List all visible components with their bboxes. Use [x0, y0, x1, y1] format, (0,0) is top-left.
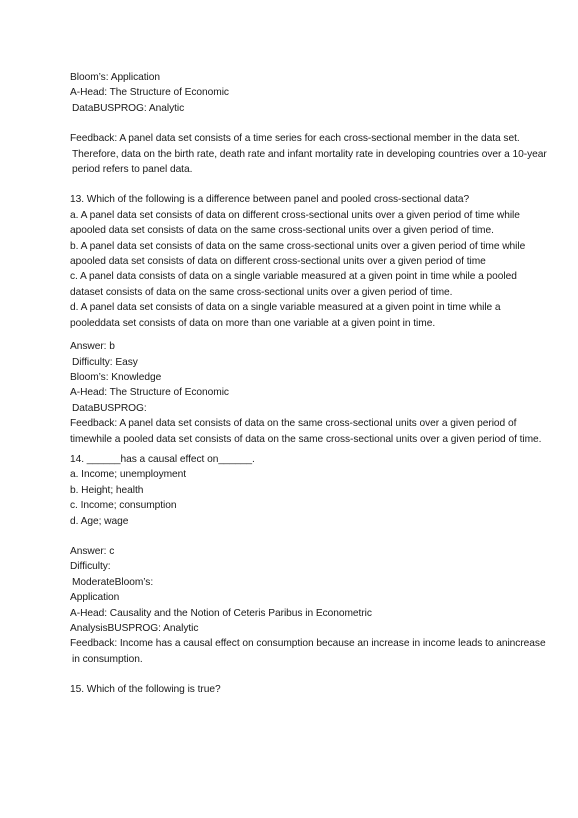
option-line: c. A panel data consists of data on a single variable measured at a given point in time while a pooled — [70, 271, 517, 283]
option-line: pooleddata set consists of data on more than one variable at a given point in time. — [70, 317, 436, 329]
answer-line: Answer: b — [70, 341, 115, 353]
question-14: 14. ______has a causal effect on______. — [70, 453, 255, 465]
ahead-line: A-Head: Causality and the Notion of Ceteris Paribus in Econometric — [70, 607, 372, 619]
feedback-line: Feedback: Income has a causal effect on consumption because an increase in income leads to anincrease — [70, 638, 546, 650]
data-line: DataBUSPROG: — [72, 402, 147, 414]
feedback-line: Therefore, data on the birth rate, death rate and infant mortality rate in developing countries over a 10-year — [72, 148, 547, 160]
option-line: b. Height; health — [70, 484, 144, 496]
data-line: DataBUSPROG: Analytic — [72, 102, 185, 114]
application-line: Application — [70, 592, 120, 604]
option-line: b. A panel data set consists of data on the same cross-sectional units over a given period of time while — [70, 240, 526, 252]
feedback-line: timewhile a pooled data set consists of data on the same cross-sectional units over a given period of time. — [70, 433, 542, 445]
ahead-line: A-Head: The Structure of Economic — [70, 387, 229, 399]
option-line: a. Income; unemployment — [70, 469, 187, 481]
option-line: d. Age; wage — [70, 515, 129, 527]
blooms-line: Bloom’s: Knowledge — [70, 371, 162, 383]
analysis-line: AnalysisBUSPROG: Analytic — [70, 623, 199, 634]
option-line: apooled data set consists of data on the same cross-sectional units over a given period of time. — [70, 225, 494, 237]
ahead-line: A-Head: The Structure of Economic — [70, 87, 229, 99]
question-15: 15. Which of the following is true? — [70, 684, 221, 696]
option-line: a. A panel data set consists of data on different cross-sectional units over a given period of time while — [70, 209, 520, 221]
answer-line: Answer: c — [70, 545, 115, 557]
option-line: apooled data set consists of data on different cross-sectional units over a given period of time — [70, 256, 486, 268]
blooms-line: Bloom’s: Application — [70, 72, 160, 83]
difficulty-line: Difficulty: — [70, 561, 111, 573]
feedback-line: Feedback: A panel data set consists of a time series for each cross-sectional member in the data set. — [70, 133, 520, 145]
question-13: 13. Which of the following is a difference between panel and pooled cross-sectional data? — [70, 194, 470, 206]
option-line: c. Income; consumption — [70, 500, 177, 512]
difficulty-line: Difficulty: Easy — [72, 356, 138, 368]
feedback-line: in consumption. — [72, 653, 143, 665]
moderate-blooms-line: ModerateBloom’s: — [72, 576, 154, 588]
option-line: dataset consists of data on the same cross-sectional units over a given period of time. — [70, 286, 453, 298]
feedback-line: period refers to panel data. — [72, 164, 193, 176]
option-line: d. A panel data set consists of data on a single variable measured at a given point in time while a — [70, 302, 501, 314]
feedback-line: Feedback: A panel data set consists of data on the same cross-sectional units over a given period of — [70, 418, 517, 430]
